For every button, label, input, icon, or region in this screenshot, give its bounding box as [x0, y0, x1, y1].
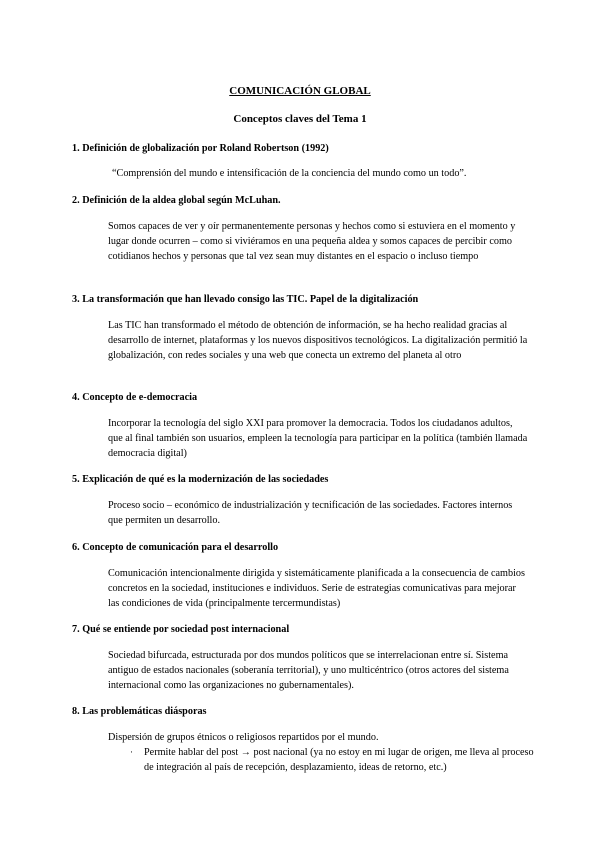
section-body: Proceso socio – económico de industrialización y tecnificación de las sociedades. Factores internos que permiten un desarrollo. [108, 500, 513, 526]
section-body: Incorporar la tecnología del siglo XXI para promover la democracia. Todos los ciudadanos adultos, que al final también son usuarios, empleen la tecnología para participar en la política (también llamada democracia digital) [108, 418, 528, 459]
section-body: Comunicación intencionalmente dirigida y sistemáticamente planificada a la consecuencia de cambios concretos en la sociedad, instituciones e individuos. Serie de estrategias comunicativas para mejorar las condiciones de vida (principalmente tercermundistas) [108, 568, 525, 609]
section-body: Las TIC han transformado el método de obtención de información, se ha hecho realidad gracias al desarrollo de internet, plataformas y los nuevos dispositivos tecnológicos. La digitalización permitió la globalización, con redes sociales y una web que conecta un extremo del planeta al otro [108, 320, 528, 361]
bullet-item: Permite hablar del post → post nacional (ya no estoy en mi lugar de origen, me lleva al proceso de integración al país de recepción, desplazamiento, ideas de retorno, etc.) [144, 747, 534, 773]
section-heading: 5. Explicación de qué es la modernización de las sociedades [72, 474, 329, 485]
section-heading: 3. La transformación que han llevado consigo las TIC. Papel de la digitalización [72, 294, 419, 305]
section-heading: 6. Concepto de comunicación para el desarrollo [72, 542, 279, 553]
section-body: Somos capaces de ver y oír permanentemente personas y hechos como si estuviera en el momento y lugar donde ocurren – como si viviéramos en una pequeña aldea y somos capaces de percibir como cotidianos hechos y personas que tal vez sean muy distantes en el espacio o incluso tiempo [108, 221, 516, 262]
section-heading: 1. Definición de globalización por Roland Robertson (1992) [72, 143, 329, 154]
section-heading: 2. Definición de la aldea global según McLuhan. [72, 195, 281, 206]
section-heading: 8. Las problemáticas diásporas [72, 706, 207, 717]
document-title: COMUNICACIÓN GLOBAL [229, 85, 371, 97]
bullet-marker: · [130, 747, 133, 757]
document-subtitle: Conceptos claves del Tema 1 [233, 113, 367, 125]
section-heading: 7. Qué se entiende por sociedad post internacional [72, 624, 290, 635]
section-body: Sociedad bifurcada, estructurada por dos mundos políticos que se interrelacionan entre sí. Sistema antiguo de estados nacionales (soberanía territorial), y uno multicéntrico (otros actores del sistema internacional como las organizaciones no gubernamentales). [108, 650, 509, 691]
section-body: “Comprensión del mundo e intensificación de la conciencia del mundo como un todo”. [112, 168, 467, 179]
section-body: Dispersión de grupos étnicos o religiosos repartidos por el mundo. [108, 732, 379, 743]
section-heading: 4. Concepto de e-democracia [72, 392, 198, 403]
